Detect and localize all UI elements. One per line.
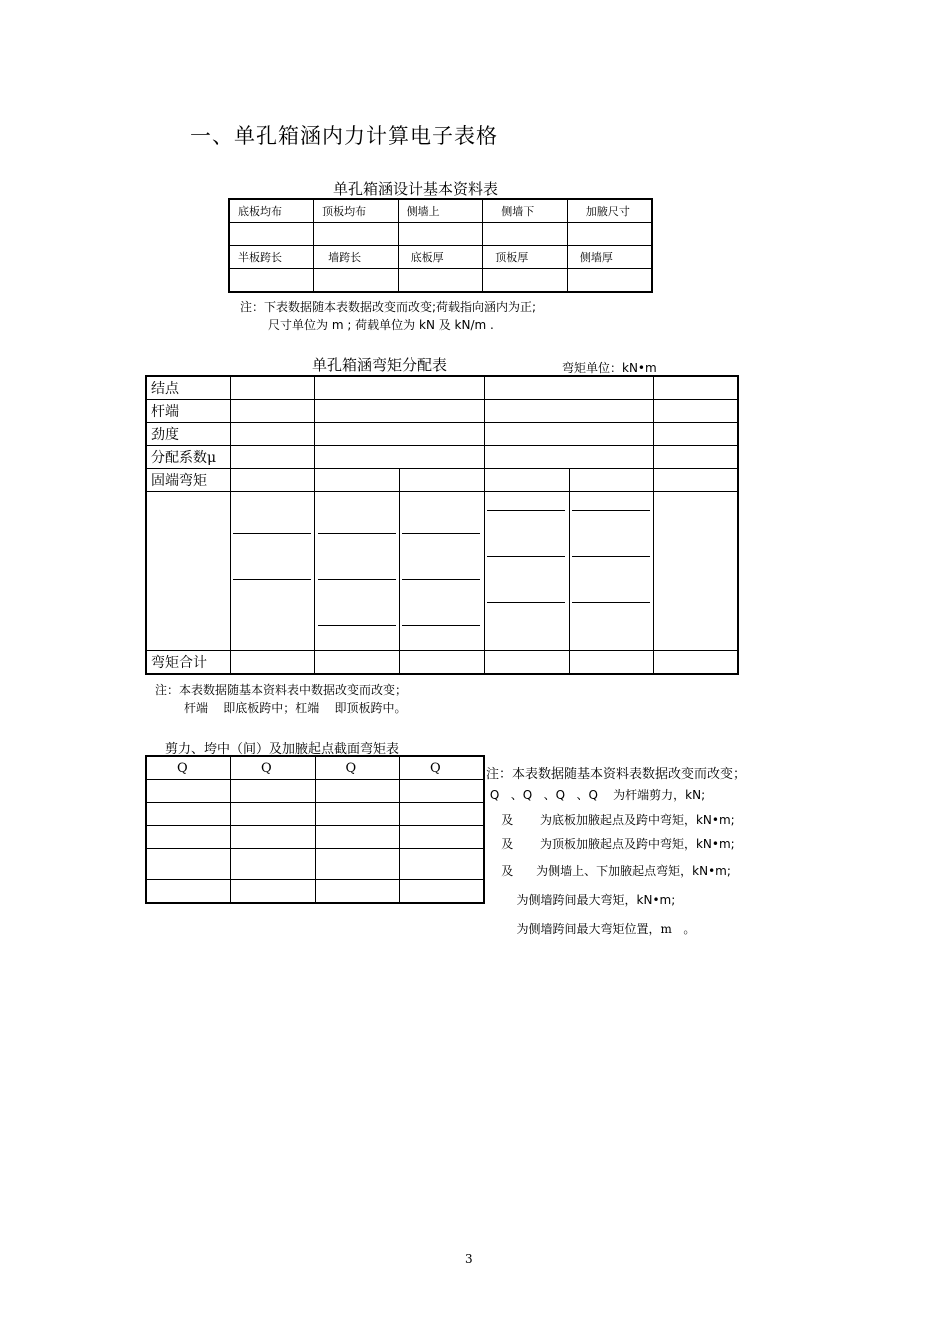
table-cell: 侧墙厚 — [567, 246, 652, 269]
table-cell — [229, 223, 314, 246]
table-row — [146, 849, 484, 880]
table-cell — [230, 469, 314, 492]
divider — [318, 533, 396, 534]
table-cell — [654, 651, 738, 675]
table-cell: 顶板厚 — [483, 246, 568, 269]
table-row — [146, 756, 484, 780]
table-cell — [315, 492, 400, 651]
table-row — [146, 446, 738, 469]
table-cell — [654, 376, 738, 400]
table-row — [146, 780, 484, 803]
column-header: Q — [400, 756, 485, 780]
table-cell — [654, 469, 738, 492]
row-label: 分配系数μ — [146, 446, 230, 469]
shear-table-title: 剪力、垮中（间）及加腋起点截面弯矩表 — [165, 742, 400, 757]
table-row — [229, 246, 652, 269]
divider — [572, 510, 650, 511]
row-label — [146, 492, 230, 651]
table-cell: 侧墙下 — [483, 199, 568, 223]
moment-note-line1: 注：本表数据随基本资料表中数据改变而改变； — [155, 683, 408, 697]
divider — [402, 579, 480, 580]
divider — [572, 556, 650, 557]
row-label: 劲度 — [146, 423, 230, 446]
table-cell — [230, 376, 314, 400]
table-row — [146, 492, 738, 651]
table-cell — [314, 269, 399, 293]
table-cell — [483, 269, 568, 293]
basic-table-title: 单孔箱涵设计基本资料表 — [333, 180, 499, 198]
table-cell — [654, 423, 738, 446]
table-cell — [654, 492, 738, 651]
divider — [487, 510, 565, 511]
table-cell — [229, 269, 314, 293]
table-cell — [315, 400, 485, 423]
table-cell — [569, 651, 653, 675]
table-cell — [398, 223, 483, 246]
table-cell — [484, 469, 569, 492]
table-cell — [484, 651, 569, 675]
table-row — [229, 269, 652, 293]
table-row — [146, 376, 738, 400]
page-number: 3 — [465, 1252, 473, 1266]
basic-note-line2: 尺寸单位为 m ; 荷载单位为 kN 及 kN/m . — [268, 318, 494, 332]
basic-data-table — [228, 198, 653, 293]
divider — [572, 602, 650, 603]
table-cell — [484, 492, 569, 651]
divider — [233, 579, 311, 580]
table-cell — [654, 400, 738, 423]
table-cell — [315, 651, 400, 675]
table-cell — [400, 651, 484, 675]
table-cell — [315, 469, 400, 492]
divider — [487, 556, 565, 557]
table-cell — [146, 826, 231, 849]
divider — [402, 533, 480, 534]
table-row — [146, 423, 738, 446]
shear-note-line: 为侧墙跨间最大弯矩位置，m 。 — [486, 922, 696, 936]
row-label: 杆端 — [146, 400, 230, 423]
table-row — [229, 223, 652, 246]
table-row — [229, 199, 652, 223]
column-header: Q — [231, 756, 316, 780]
table-cell — [146, 780, 231, 803]
table-cell — [146, 849, 231, 880]
table-cell — [484, 423, 654, 446]
table-cell — [230, 651, 314, 675]
table-cell — [315, 826, 400, 849]
table-cell — [398, 269, 483, 293]
table-row — [146, 803, 484, 826]
table-cell — [483, 223, 568, 246]
table-cell: 加腋尺寸 — [567, 199, 652, 223]
table-cell: 半板跨长 — [229, 246, 314, 269]
table-cell — [315, 849, 400, 880]
shear-note-line: 及 为底板加腋起点及跨中弯矩，kN•m; — [486, 813, 735, 827]
table-cell — [231, 826, 316, 849]
table-row — [146, 826, 484, 849]
table-cell — [315, 880, 400, 904]
table-cell — [231, 849, 316, 880]
table-cell: 底板厚 — [398, 246, 483, 269]
table-cell: 侧墙上 — [398, 199, 483, 223]
table-cell: 顶板均布 — [314, 199, 399, 223]
table-cell — [230, 492, 314, 651]
table-cell — [400, 780, 485, 803]
table-cell — [400, 849, 485, 880]
table-cell: 底板均布 — [229, 199, 314, 223]
row-label: 固端弯矩 — [146, 469, 230, 492]
page-heading: 一、单孔箱涵内力计算电子表格 — [190, 124, 498, 148]
shear-note-line: 注：本表数据随基本资料表数据改变而改变； — [486, 767, 747, 782]
shear-note-line: 及 为侧墙上、下加腋起点弯矩，kN•m; — [486, 864, 731, 878]
table-cell — [315, 376, 485, 400]
column-header: Q — [315, 756, 400, 780]
divider — [318, 625, 396, 626]
table-cell — [146, 803, 231, 826]
table-row — [146, 880, 484, 904]
table-row — [146, 651, 738, 675]
divider — [402, 625, 480, 626]
basic-note-line1: 注：下表数据随本表数据改变而改变;荷载指向涵内为正; — [240, 300, 537, 314]
table-cell — [484, 376, 654, 400]
table-cell — [400, 880, 485, 904]
table-cell — [567, 223, 652, 246]
row-label: 结点 — [146, 376, 230, 400]
shear-note-line: 为侧墙跨间最大弯矩，kN•m; — [486, 893, 676, 907]
table-cell — [400, 492, 484, 651]
divider — [233, 533, 311, 534]
table-cell — [230, 446, 314, 469]
moment-unit-label: 弯矩单位：kN•m — [562, 361, 657, 375]
table-cell — [315, 423, 485, 446]
table-cell — [400, 469, 484, 492]
table-cell — [400, 826, 485, 849]
table-cell — [484, 446, 654, 469]
row-label: 弯矩合计 — [146, 651, 230, 675]
table-cell — [231, 880, 316, 904]
moment-table-title: 单孔箱涵弯矩分配表 — [312, 356, 448, 374]
divider — [318, 579, 396, 580]
table-cell — [230, 423, 314, 446]
shear-moment-table — [145, 755, 485, 904]
table-cell — [230, 400, 314, 423]
table-cell — [314, 223, 399, 246]
table-cell — [569, 469, 653, 492]
shear-note-line: Q 、Q 、Q 、Q 为杆端剪力，kN; — [486, 788, 706, 802]
table-cell — [231, 803, 316, 826]
shear-note-line: 及 为顶板加腋起点及跨中弯矩，kN•m; — [486, 837, 735, 851]
table-cell — [484, 400, 654, 423]
table-cell: 墙跨长 — [314, 246, 399, 269]
divider — [487, 602, 565, 603]
moment-distribution-table — [145, 375, 739, 675]
table-cell — [315, 803, 400, 826]
table-cell — [315, 446, 485, 469]
table-row — [146, 400, 738, 423]
table-row — [146, 469, 738, 492]
table-cell — [567, 269, 652, 293]
table-cell — [654, 446, 738, 469]
table-cell — [231, 780, 316, 803]
moment-note-line2: 杆端 即底板跨中；杠端 即顶板跨中。 — [184, 701, 407, 715]
table-cell — [400, 803, 485, 826]
table-cell — [146, 880, 231, 904]
column-header: Q — [146, 756, 231, 780]
table-cell — [315, 780, 400, 803]
table-cell — [569, 492, 653, 651]
